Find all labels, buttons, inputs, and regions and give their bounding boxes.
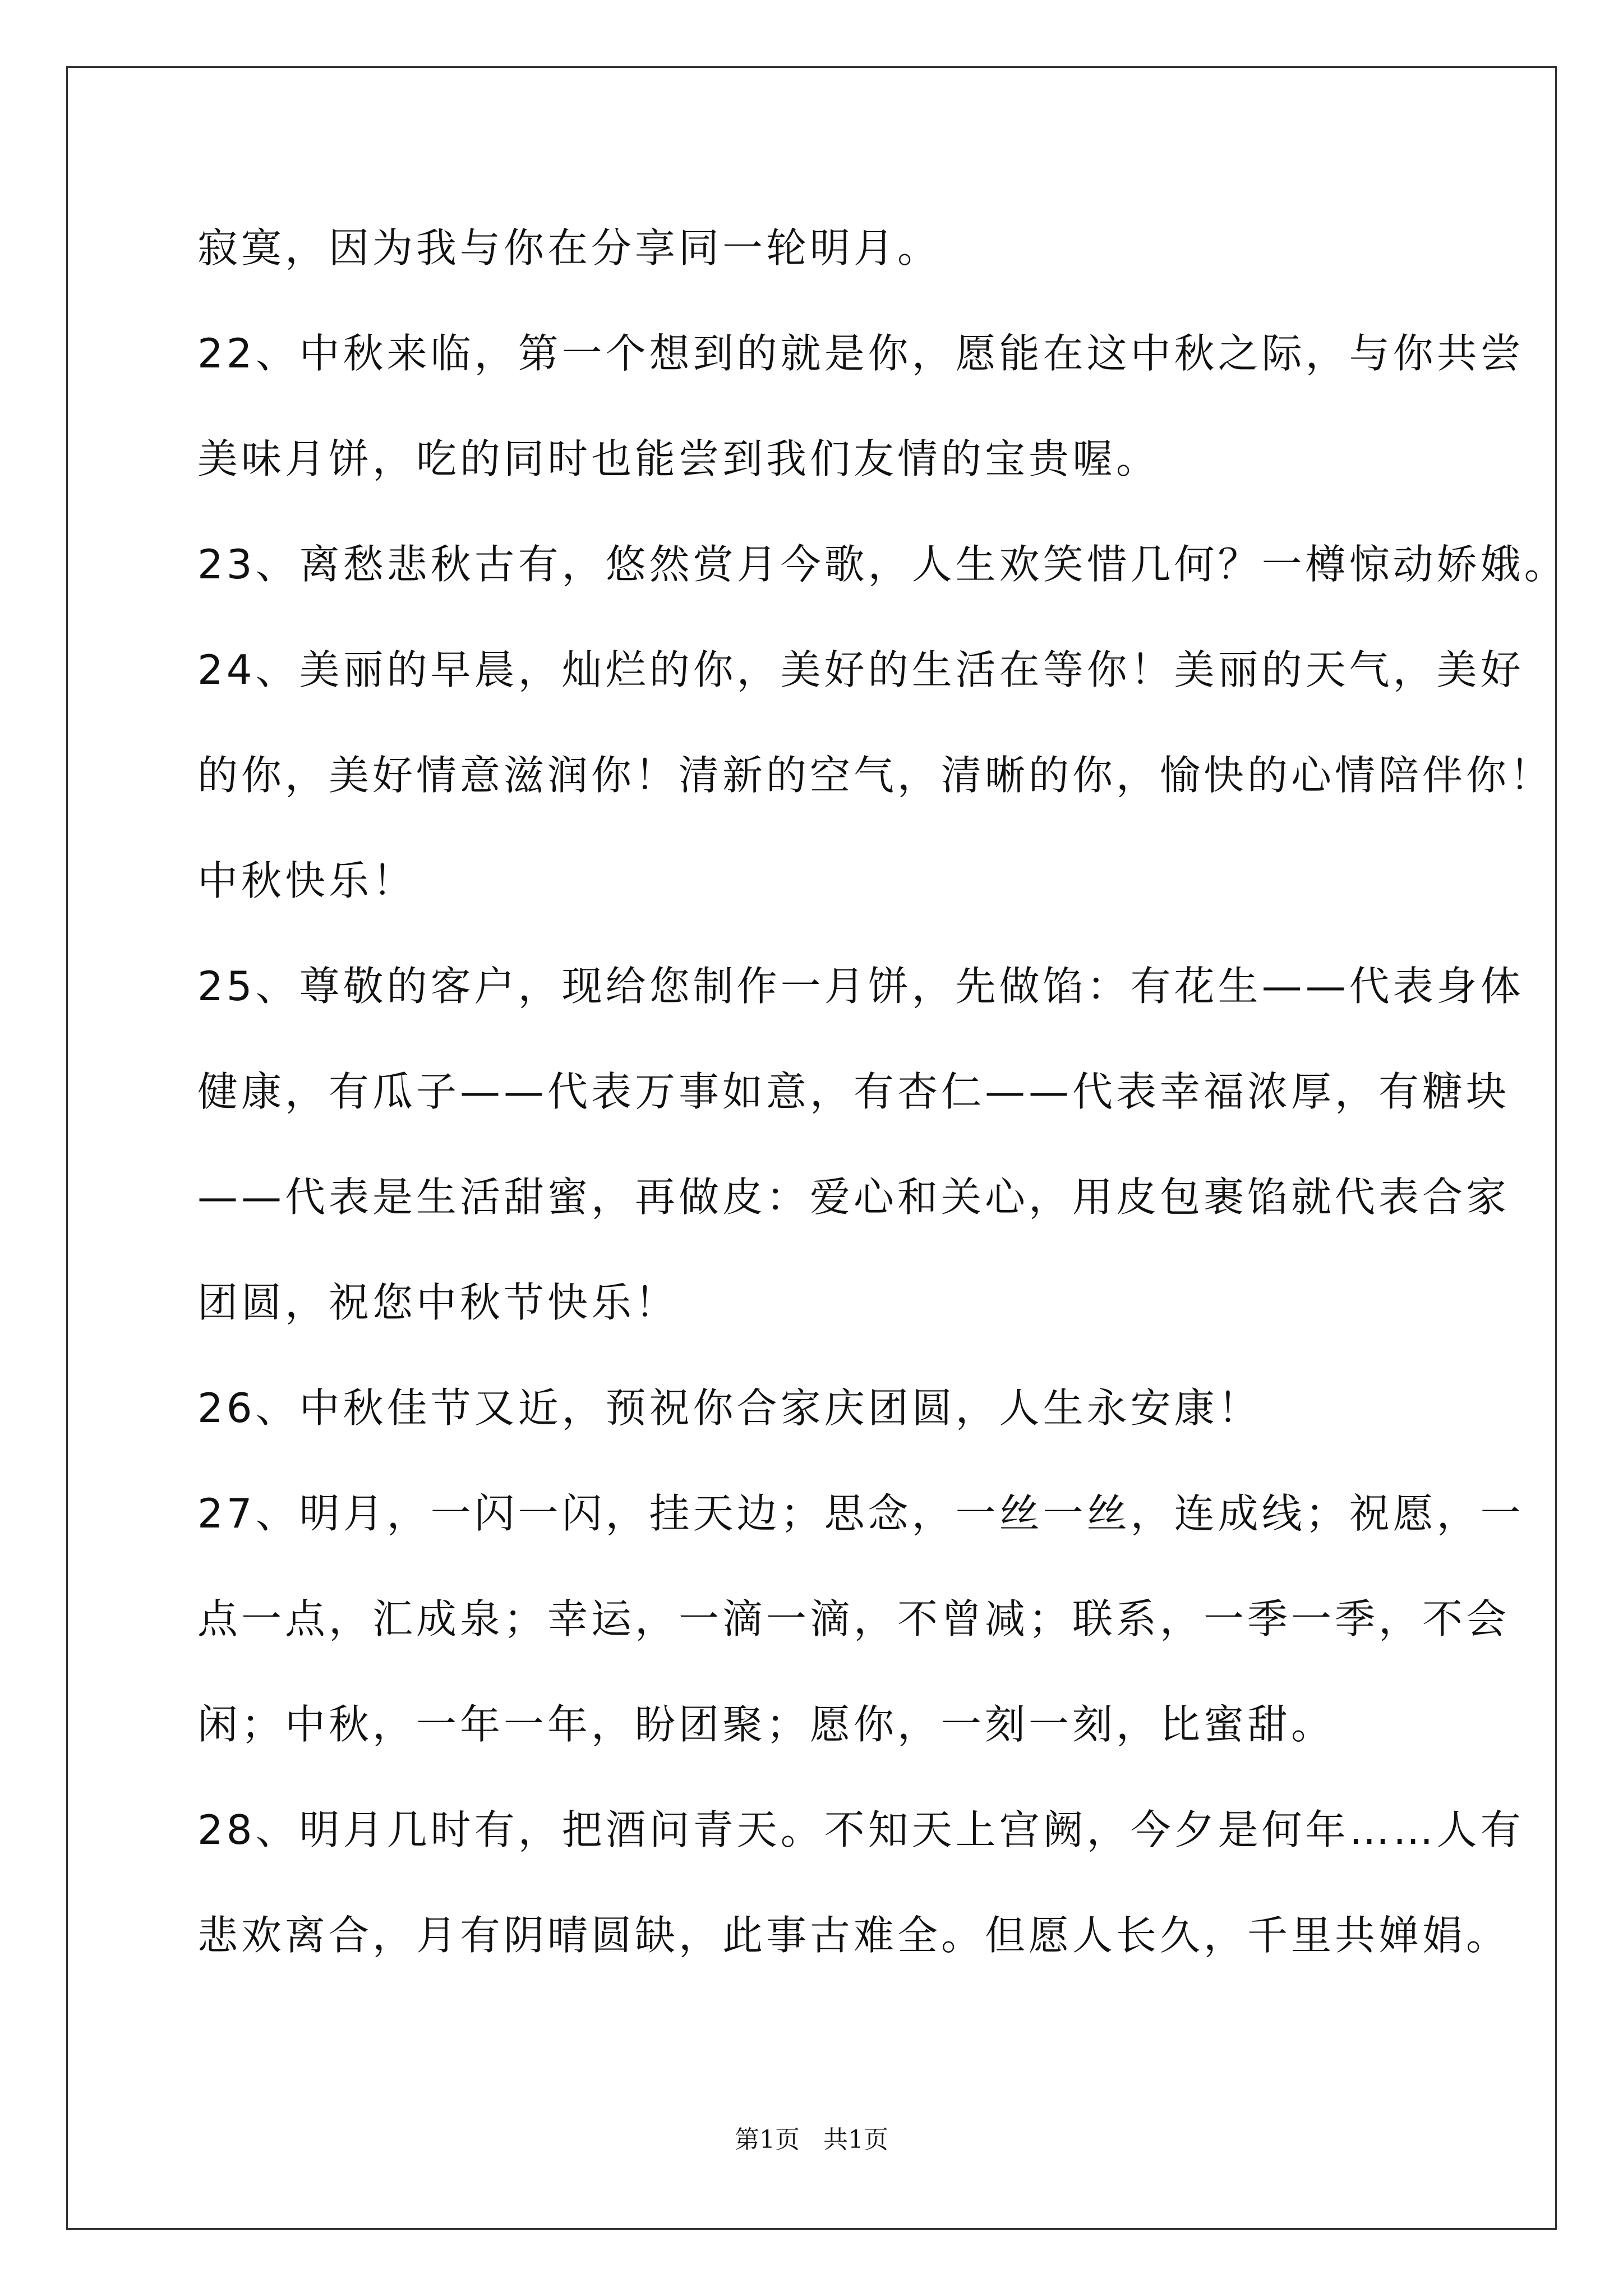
text-line: 寂寞，因为我与你在分享同一轮明月。 xyxy=(197,224,942,272)
text-line: 25、尊敬的客户，现给您制作一月饼，先做馅：有花生——代表身体 xyxy=(197,963,1524,1010)
text-line: 闲；中秋，一年一年，盼团聚；愿你，一刻一刻，比蜜甜。 xyxy=(197,1701,1335,1748)
text-line: 悲欢离合，月有阴晴圆缺，此事古难全。但愿人长久，千里共婵娟。 xyxy=(197,1912,1510,1959)
document-body xyxy=(197,195,1568,1988)
text-line: 26、中秋佳节又近，预祝你合家庆团圆，人生永安康！ xyxy=(197,1384,1262,1432)
page-footer xyxy=(0,2123,1623,2157)
text-line: 健康，有瓜子——代表万事如意，有杏仁——代表幸福浓厚，有糖块 xyxy=(197,1068,1510,1115)
text-line: 22、中秋来临，第一个想到的就是你，愿能在这中秋之际，与你共尝 xyxy=(197,330,1524,377)
text-line: 27、明月，一闪一闪，挂天边；思念，一丝一丝，连成线；祝愿，一 xyxy=(197,1490,1524,1537)
text-line: ——代表是生活甜蜜，再做皮：爱心和关心，用皮包裹馅就代表合家 xyxy=(197,1174,1510,1221)
text-line: 23、离愁悲秋古有，悠然赏月今歌，人生欢笑惜几何？一樽惊动娇娥。 xyxy=(197,541,1568,588)
text-line: 团圆，祝您中秋节快乐！ xyxy=(197,1279,679,1326)
text-line: 中秋快乐！ xyxy=(197,857,417,904)
text-line: 美味月饼，吃的同时也能尝到我们友情的宝贵喔。 xyxy=(197,435,1160,482)
text-line: 24、美丽的早晨，灿烂的你，美好的生活在等你！美丽的天气，美好 xyxy=(197,646,1524,693)
text-line: 点一点，汇成泉；幸运，一滴一滴，不曾减；联系，一季一季，不会 xyxy=(197,1595,1510,1642)
page-number: 第1页 共1页 xyxy=(735,2125,888,2154)
text-line: 的你，美好情意滋润你！清新的空气，清晰的你，愉快的心情陪伴你！ xyxy=(197,752,1554,799)
text-line: 28、明月几时有，把酒问青天。不知天上宫阙，今夕是何年……人有 xyxy=(197,1806,1524,1853)
